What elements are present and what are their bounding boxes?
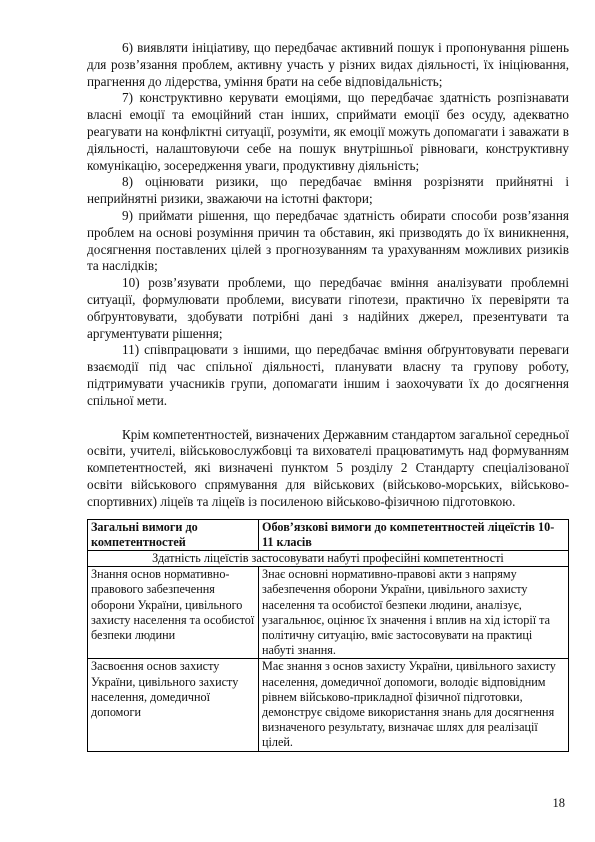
table-cell-general: Засвоєння основ захисту України, цивільного захисту населення, домедичної допомоги bbox=[88, 659, 259, 751]
paragraph-spacer bbox=[87, 410, 569, 427]
competency-item-11: 11) співпрацювати з іншими, що передбачає вміння обґрунтовувати переваги взаємодії під час спільної діяльності, планувати власну та групову роботу, підтримувати учасників групи, допомагати іншим і заохочувати їх до досягнення спільної мети. bbox=[87, 342, 569, 408]
competency-item-6: 6) виявляти ініціативу, що передбачає активний пошук і пропонування рішень для розв’язання проблем, активну участь у різних видах діяльності, їх ініціювання, прагнення до лідерства, уміння брати на себе відповідальність; bbox=[87, 40, 569, 89]
table-cell-mandatory: Має знання з основ захисту України, цивільного захисту населення, домедичної допомоги, володіє відповідним рівнем військово-прикладної фізичної підготовки, демонструє свідоме використання знань для досягнення визначеного результату, визначає шлях для реалізації цілей. bbox=[259, 659, 569, 751]
table-cell-mandatory: Знає основні нормативно-правові акти з напряму забезпечення оборони України, цивільного захисту населення та особистої безпеки людини, аналізує, узагальнює, оцінює їх значення і вплив на хід історії та політичну ситуацію, вміє застосовувати на практиці набуті знання. bbox=[259, 567, 569, 659]
table-cell-general: Знання основ нормативно-правового забезпечення оборони України, цивільного захисту населення та особистої безпеки людини bbox=[88, 567, 259, 659]
intro-paragraph: Крім компетентностей, визначених Державним стандартом загальної середньої освіти, учителі, військовослужбовці та вихователі працюватимуть над формуванням компетентностей, які визначені пунктом 5 розділу 2 Стандарту спеціалізованої освіти військового спрямування для військових (військово-морських, військово-спортивних) ліцеїв та ліцеїв із посиленою військово-фізичною підготовкою. bbox=[87, 426, 569, 509]
page-content bbox=[87, 40, 569, 752]
competency-item-10: 10) розв’язувати проблеми, що передбачає вміння аналізувати проблемні ситуації, формулювати проблеми, висувати гіпотези, практично їх перевіряти та обґрунтовувати, здобувати потрібні дані з надійних джерел, презентувати та аргументувати рішення; bbox=[87, 275, 569, 341]
table-row bbox=[88, 659, 569, 751]
table-section-title: Здатність ліцеїстів застосовувати набуті професійні компетентності bbox=[88, 550, 569, 566]
header-mandatory-requirements: Обов’язкові вимоги до компетентностей ліцеїстів 10-11 класів bbox=[259, 519, 569, 550]
competency-item-7: 7) конструктивно керувати емоціями, що передбачає здатність розпізнавати власні емоції та емоційний стан інших, сприймати емоції без осуду, адекватно реагувати на конфліктні ситуації, розуміти, як емоції можуть допомагати і заважати в діяльності, налаштовуючи себе на пошук внутрішньої рівноваги, конструктивну комунікацію, зосередження уваги, продуктивну діяльність; bbox=[87, 90, 569, 173]
competency-item-9: 9) приймати рішення, що передбачає здатність обирати способи розв’язання проблем на основі розуміння причин та обставин, які призводять до їх виникнення, досягнення поставлених цілей з прогнозуванням та урахуванням можливих ризиків та наслідків; bbox=[87, 207, 569, 274]
table-section-row bbox=[88, 550, 569, 566]
page-number: 18 bbox=[552, 796, 565, 810]
requirements-table bbox=[87, 519, 569, 752]
competency-item-8: 8) оцінювати ризики, що передбачає вміння розрізняти прийнятні і неприйнятні ризики, зважаючи на істотні фактори; bbox=[87, 174, 569, 207]
header-general-requirements: Загальні вимоги до компетентностей bbox=[88, 519, 259, 550]
table-row bbox=[88, 567, 569, 659]
table-header-row bbox=[88, 519, 569, 550]
